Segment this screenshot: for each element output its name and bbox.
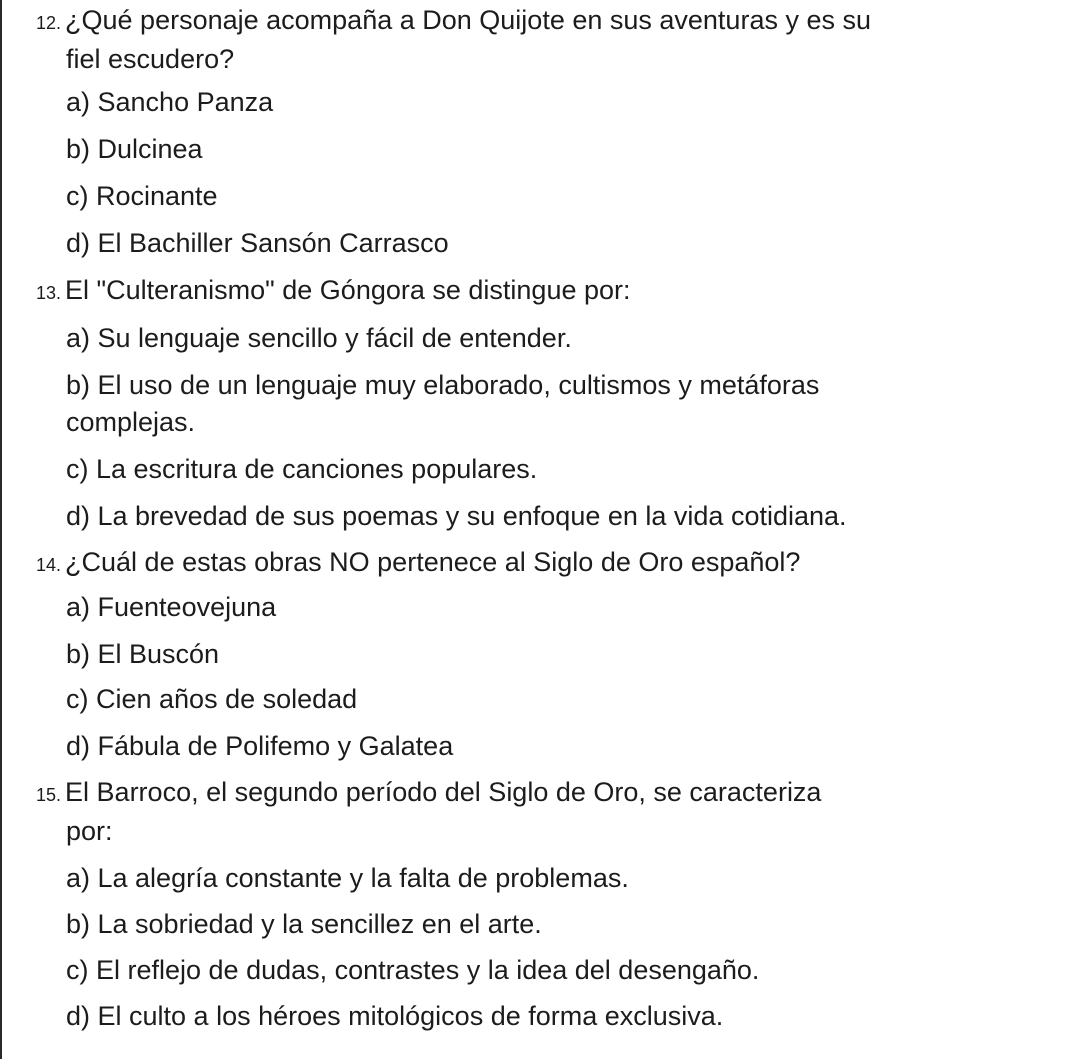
question-14 — [36, 544, 1081, 583]
option-15-d: d) El culto a los héroes mitológicos de forma exclusiva. — [66, 1001, 724, 1031]
question-text: El "Culteranismo" de Góngora se distingue por: — [65, 275, 631, 305]
option-15-b: b) La sobriedad y la sencillez en el arte. — [66, 909, 542, 939]
option-13-c: c) La escritura de canciones populares. — [66, 454, 538, 484]
option-15-c: c) El reflejo de dudas, contrastes y la idea del desengaño. — [66, 955, 760, 985]
question-number: 13. — [36, 283, 62, 303]
question-text: ¿Qué personaje acompaña a Don Quijote en sus aventuras y es su — [65, 5, 871, 35]
question-number: 14. — [36, 555, 62, 575]
option-13-d: d) La brevedad de sus poemas y su enfoque en la vida cotidiana. — [66, 501, 847, 531]
option-14-b: b) El Buscón — [66, 639, 220, 669]
option-14-d: d) Fábula de Polifemo y Galatea — [66, 731, 454, 761]
question-15 — [36, 774, 1081, 849]
option-12-d: d) El Bachiller Sansón Carrasco — [66, 228, 449, 258]
question-text-continued: fiel escudero? — [66, 44, 235, 74]
option-12-b: b) Dulcinea — [66, 134, 203, 164]
question-text-continued: por: — [66, 816, 113, 846]
question-number: 12. — [36, 13, 62, 33]
option-14-c: c) Cien años de soledad — [66, 684, 358, 714]
option-13-b: b) El uso de un lenguaje muy elaborado, cultismos y metáforas — [66, 370, 820, 400]
question-text: ¿Cuál de estas obras NO pertenece al Siglo de Oro español? — [65, 547, 801, 577]
question-12 — [36, 2, 1081, 77]
option-12-c: c) Rocinante — [66, 181, 218, 211]
option-14-a: a) Fuenteovejuna — [66, 592, 277, 622]
left-border-line — [0, 0, 2, 1059]
option-13-a: a) Su lenguaje sencillo y fácil de entender. — [66, 323, 572, 353]
question-text: El Barroco, el segundo período del Siglo de Oro, se caracteriza — [65, 777, 822, 807]
question-number: 15. — [36, 785, 62, 805]
question-13 — [36, 272, 1081, 311]
option-12-a: a) Sancho Panza — [66, 87, 274, 117]
option-13-b-continued: complejas. — [66, 407, 196, 437]
option-15-a: a) La alegría constante y la falta de problemas. — [66, 863, 629, 893]
